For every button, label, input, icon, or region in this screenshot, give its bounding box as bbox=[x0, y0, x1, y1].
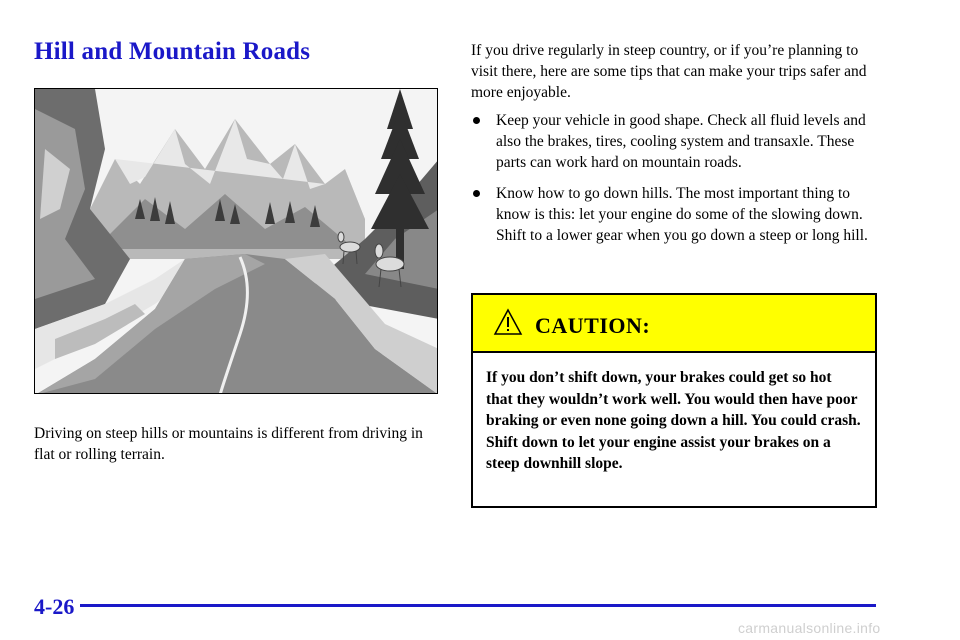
footer-rule bbox=[80, 604, 876, 607]
bullet-icon bbox=[473, 190, 480, 197]
list-item-text: Know how to go down hills. The most important thing to know is this: let your engine do some of the slowing down. Shift to a lower gear when you go down a steep or long hill. bbox=[496, 185, 868, 244]
tips-list bbox=[471, 110, 881, 256]
list-item-text: Keep your vehicle in good shape. Check all fluid levels and also the brakes, tires, cooling system and transaxle. These parts can work hard on mountain roads. bbox=[496, 112, 866, 171]
list-item bbox=[471, 183, 881, 246]
watermark: carmanualsonline.info bbox=[738, 620, 881, 636]
caution-title: CAUTION: bbox=[535, 313, 651, 338]
warning-triangle-icon bbox=[493, 308, 523, 336]
mountain-road-illustration bbox=[34, 88, 438, 394]
bullet-icon bbox=[473, 117, 480, 124]
intro-paragraph-left: Driving on steep hills or mountains is different from driving in flat or rolling terrain. bbox=[34, 425, 423, 463]
intro-paragraph-right: If you drive regularly in steep country, or if you’re planning to visit there, here are some tips that can make your trips safer and more enjoyable. bbox=[471, 42, 867, 101]
page-number: 4-26 bbox=[34, 594, 75, 619]
list-item bbox=[471, 110, 881, 173]
caution-box bbox=[471, 293, 877, 508]
caution-text: If you don’t shift down, your brakes could get so hot that they wouldn’t work well. You would then have poor braking or even none going down a hill. You could crash. Shift down to let your engine assist your brakes on a steep downhill slope. bbox=[486, 369, 861, 472]
caution-header bbox=[473, 295, 875, 353]
page-title: Hill and Mountain Roads bbox=[34, 38, 311, 65]
